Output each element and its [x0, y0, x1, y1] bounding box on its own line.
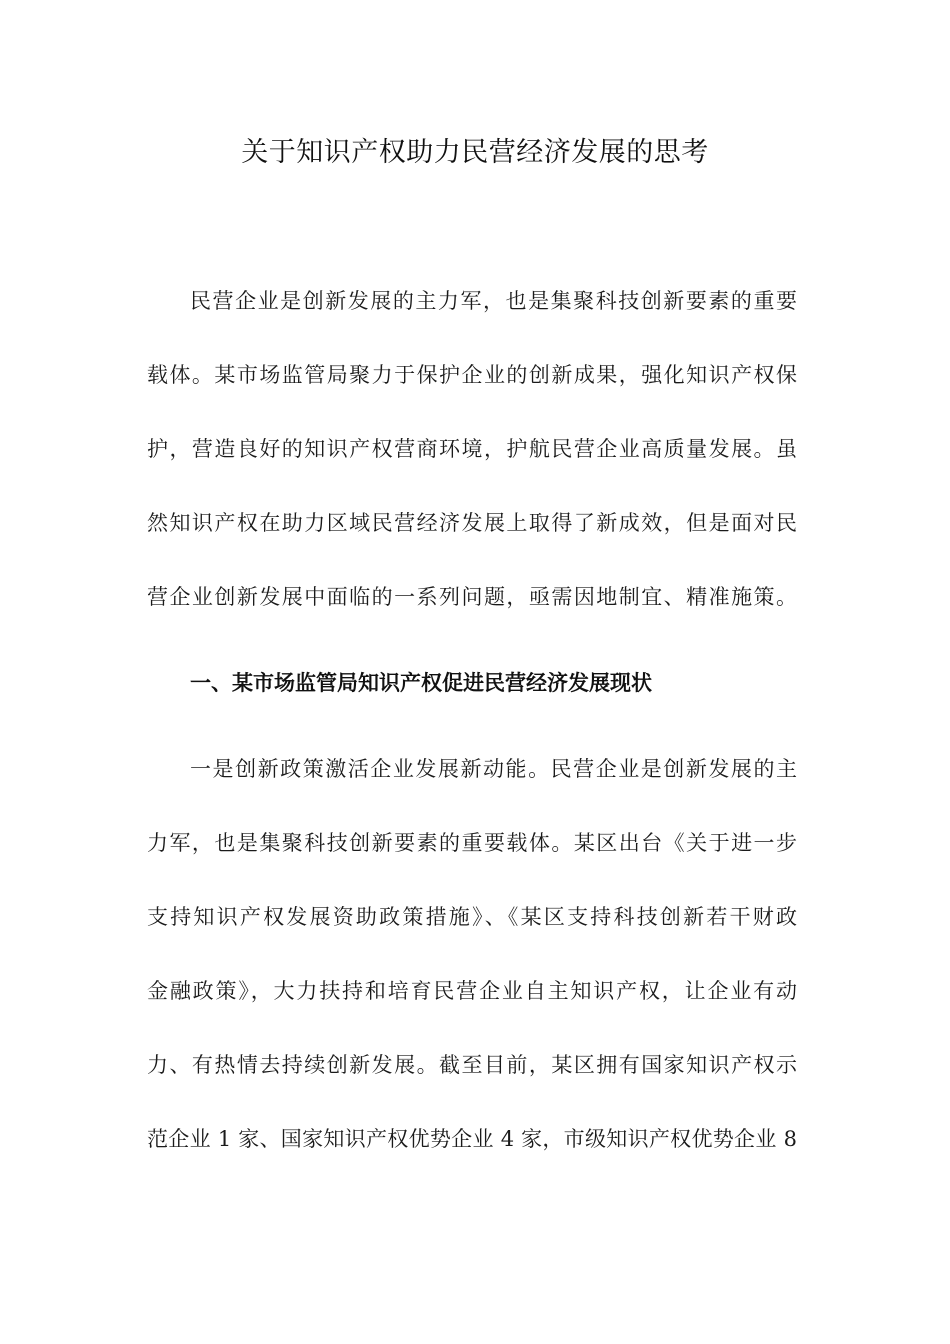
paragraph-line: 金融政策》，大力扶持和培育民营企业自主知识产权，让企业有动 — [147, 979, 797, 1003]
paragraph-line: 载体。某市场监管局聚力于保护企业的创新成果，强化知识产权保 — [147, 363, 797, 387]
paragraph-line: 护，营造良好的知识产权营商环境，护航民营企业高质量发展。虽 — [147, 437, 797, 461]
paragraph-line: 营企业创新发展中面临的一系列问题，亟需因地制宜、精准施策。 — [147, 585, 797, 609]
paragraph-line: 力军，也是集聚科技创新要素的重要载体。某区出台《关于进一步 — [147, 831, 797, 855]
paragraph-line: 力、有热情去持续创新发展。截至目前，某区拥有国家知识产权示 — [147, 1053, 797, 1077]
document-title: 关于知识产权助力民营经济发展的思考 — [241, 137, 709, 168]
paragraph-line: 民营企业是创新发展的主力军，也是集聚科技创新要素的重要 — [190, 289, 797, 313]
paragraph-line: 范企业 1 家、国家知识产权优势企业 4 家，市级知识产权优势企业 8 — [147, 1127, 797, 1151]
paragraph-line: 然知识产权在助力区域民营经济发展上取得了新成效，但是面对民 — [147, 511, 797, 535]
paragraph-line: 支持知识产权发展资助政策措施》、《某区支持科技创新若干财政 — [147, 905, 797, 929]
paragraph-line: 一是创新政策激活企业发展新动能。民营企业是创新发展的主 — [190, 757, 797, 781]
section-heading: 一、某市场监管局知识产权促进民营经济发展现状 — [190, 671, 652, 695]
